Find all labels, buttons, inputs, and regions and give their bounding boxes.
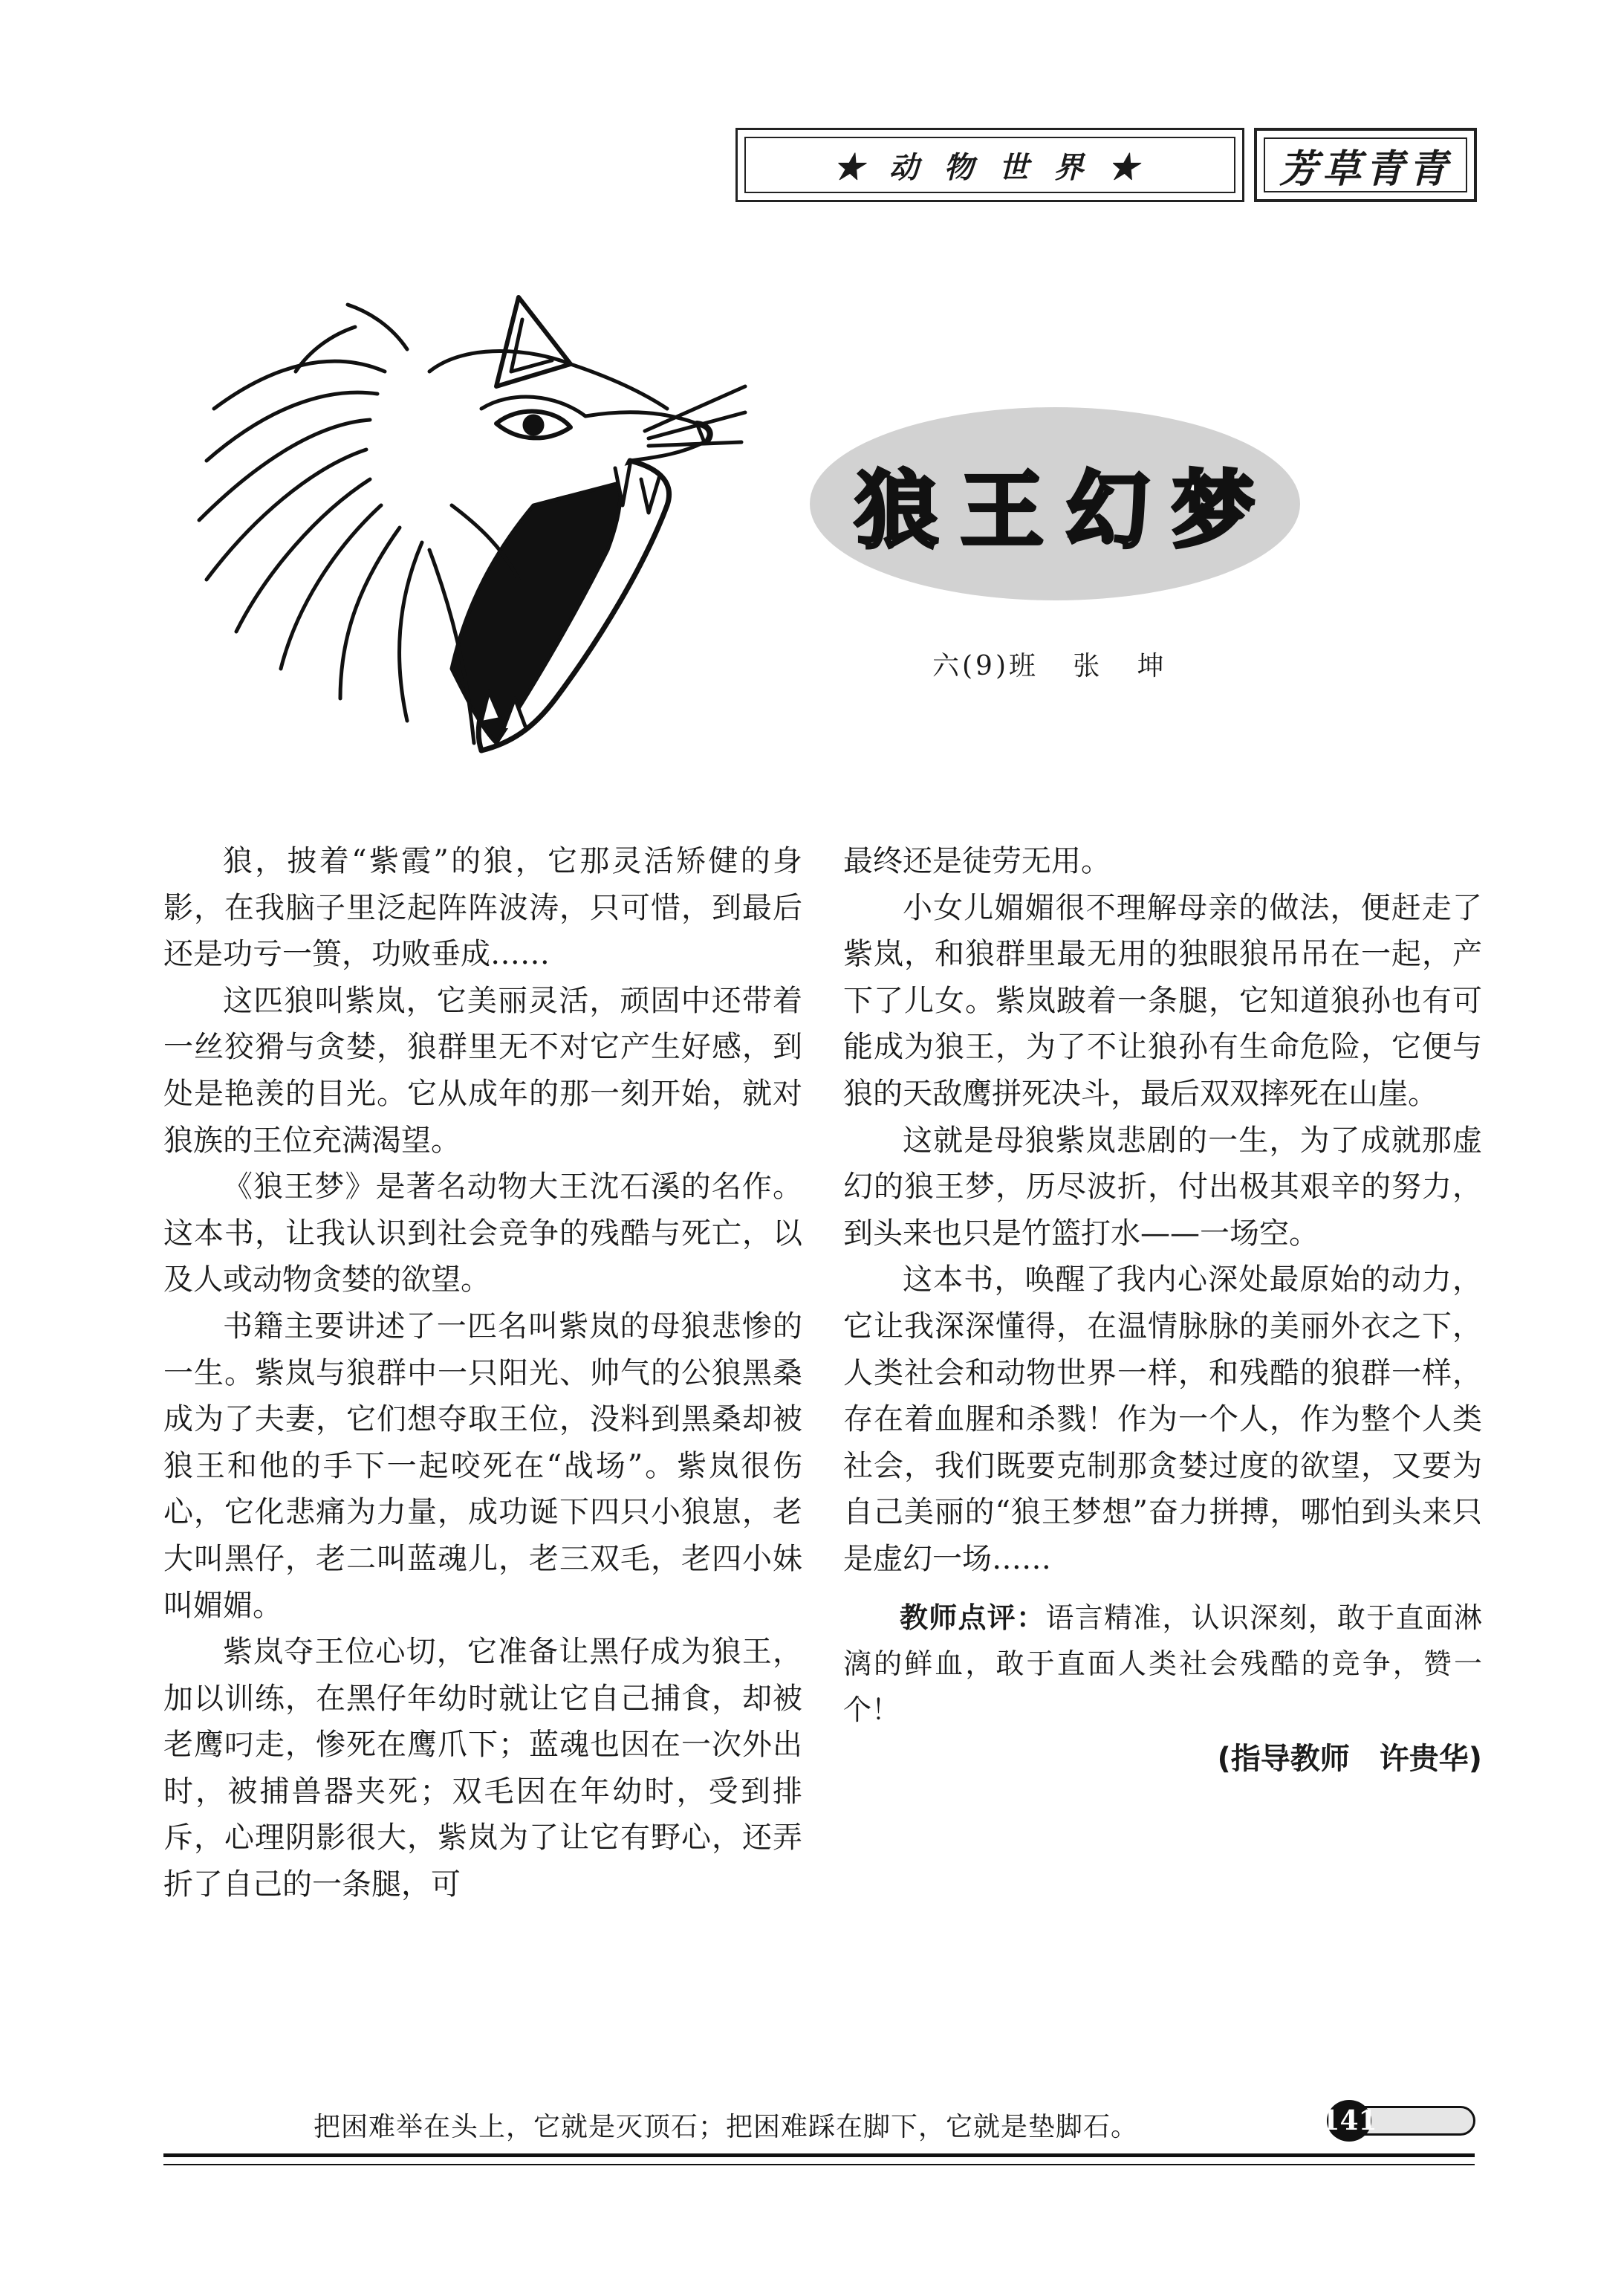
footer-motto: 把困难举在头上，它就是灭顶石；把困难踩在脚下，它就是垫脚石。	[314, 2112, 1139, 2142]
paragraph: 这本书，唤醒了我内心深处最原始的动力，它让我深深懂得，在温情脉脉的美丽外衣之下，人类社会和动物世界一样，和残酷的狼群一样，存在着血腥和杀戮！作为一个人，作为整个人类社会，我们既要克制那贪婪过度的欲望，又要为自己美丽的“狼王梦想”奋力拼搏，哪怕到头来只是虚幻一场……	[843, 1262, 1482, 1576]
brand-box	[1254, 128, 1477, 202]
title-ellipse	[810, 407, 1300, 600]
paragraph-continuation: 最终还是徒劳无用。	[843, 844, 1111, 878]
paragraph: 《狼王梦》是著名动物大王沈石溪的名作。这本书，让我认识到社会竞争的残酷与死亡，以及人或动物贪婪的欲望。	[163, 1170, 802, 1297]
page-number: 141	[1327, 2100, 1371, 2142]
article-title: 狼王幻梦	[855, 461, 1277, 560]
teacher-comment-text: 语言精准，认识深刻，敢于直面淋漓的鲜血，敢于直面人类社会残酷的竞争，赞一个！	[843, 1601, 1482, 1726]
footer-rule-thick	[163, 2153, 1475, 2157]
body-column-right	[843, 838, 1482, 1782]
teacher-comment-label: 教师点评：	[900, 1601, 1046, 1634]
section-label-box	[735, 128, 1244, 202]
footer-rule-thin	[163, 2164, 1475, 2165]
page-number-badge	[1321, 2100, 1475, 2142]
paragraph: 书籍主要讲述了一匹名叫紫岚的母狼悲惨的一生。紫岚与狼群中一只阳光、帅气的公狼黑桑成为了夫妻，它们想夺取王位，没料到黑桑却被狼王和他的手下一起咬死在“战场”。紫岚很伤心，它化悲痛为力量，成功诞下四只小狼崽，老大叫黑仔，老二叫蓝魂儿，老三双毛，老四小妹叫媚媚。	[163, 1309, 802, 1623]
advisor-credit: (指导教师 许贵华)	[1217, 1741, 1482, 1776]
brand-title: 芳草青青	[1279, 146, 1452, 192]
paragraph: 小女儿媚媚很不理解母亲的做法，便赶走了紫岚，和狼群里最无用的独眼狼吊吊在一起，产下了儿女。紫岚跛着一条腿，它知道狼孙也有可能成为狼王，为了不让狼孙有生命危险，它便与狼的天敌鹰拼死决斗，最后双双摔死在山崖。	[843, 890, 1482, 1111]
teacher-comment	[843, 1595, 1482, 1733]
paragraph: 这匹狼叫紫岚，它美丽灵活，顽固中还带着一丝狡猾与贪婪，狼群里无不对它产生好感，到处是艳羡的目光。它从成年的那一刻开始，就对狼族的王位充满渴望。	[163, 983, 802, 1158]
author-byline: 六(9)班 张 坤	[932, 651, 1167, 681]
paragraph: 狼，披着“紫霞”的狼，它那灵活矫健的身影，在我脑子里泛起阵阵波涛，只可惜，到最后还是功亏一篑，功败垂成……	[163, 844, 802, 972]
paragraph: 紫岚夺王位心切，它准备让黑仔成为狼王，加以训练，在黑仔年幼时就让它自己捕食，却被老鹰叼走，惨死在鹰爪下；蓝魂也因在一次外出时，被捕兽器夹死；双毛因在年幼时，受到排斥，心理阴影很大，紫岚为了让它有野心，还弄折了自己的一条腿，可	[163, 1635, 802, 1902]
paragraph: 这就是母狼紫岚悲剧的一生，为了成就那虚幻的狼王梦，历尽波折，付出极其艰辛的努力，到头来也只是竹篮打水——一场空。	[843, 1123, 1482, 1251]
body-column-left	[163, 838, 802, 1908]
wolf-head-illustration	[184, 282, 749, 765]
section-label: ★ 动 物 世 界 ★	[834, 149, 1146, 185]
